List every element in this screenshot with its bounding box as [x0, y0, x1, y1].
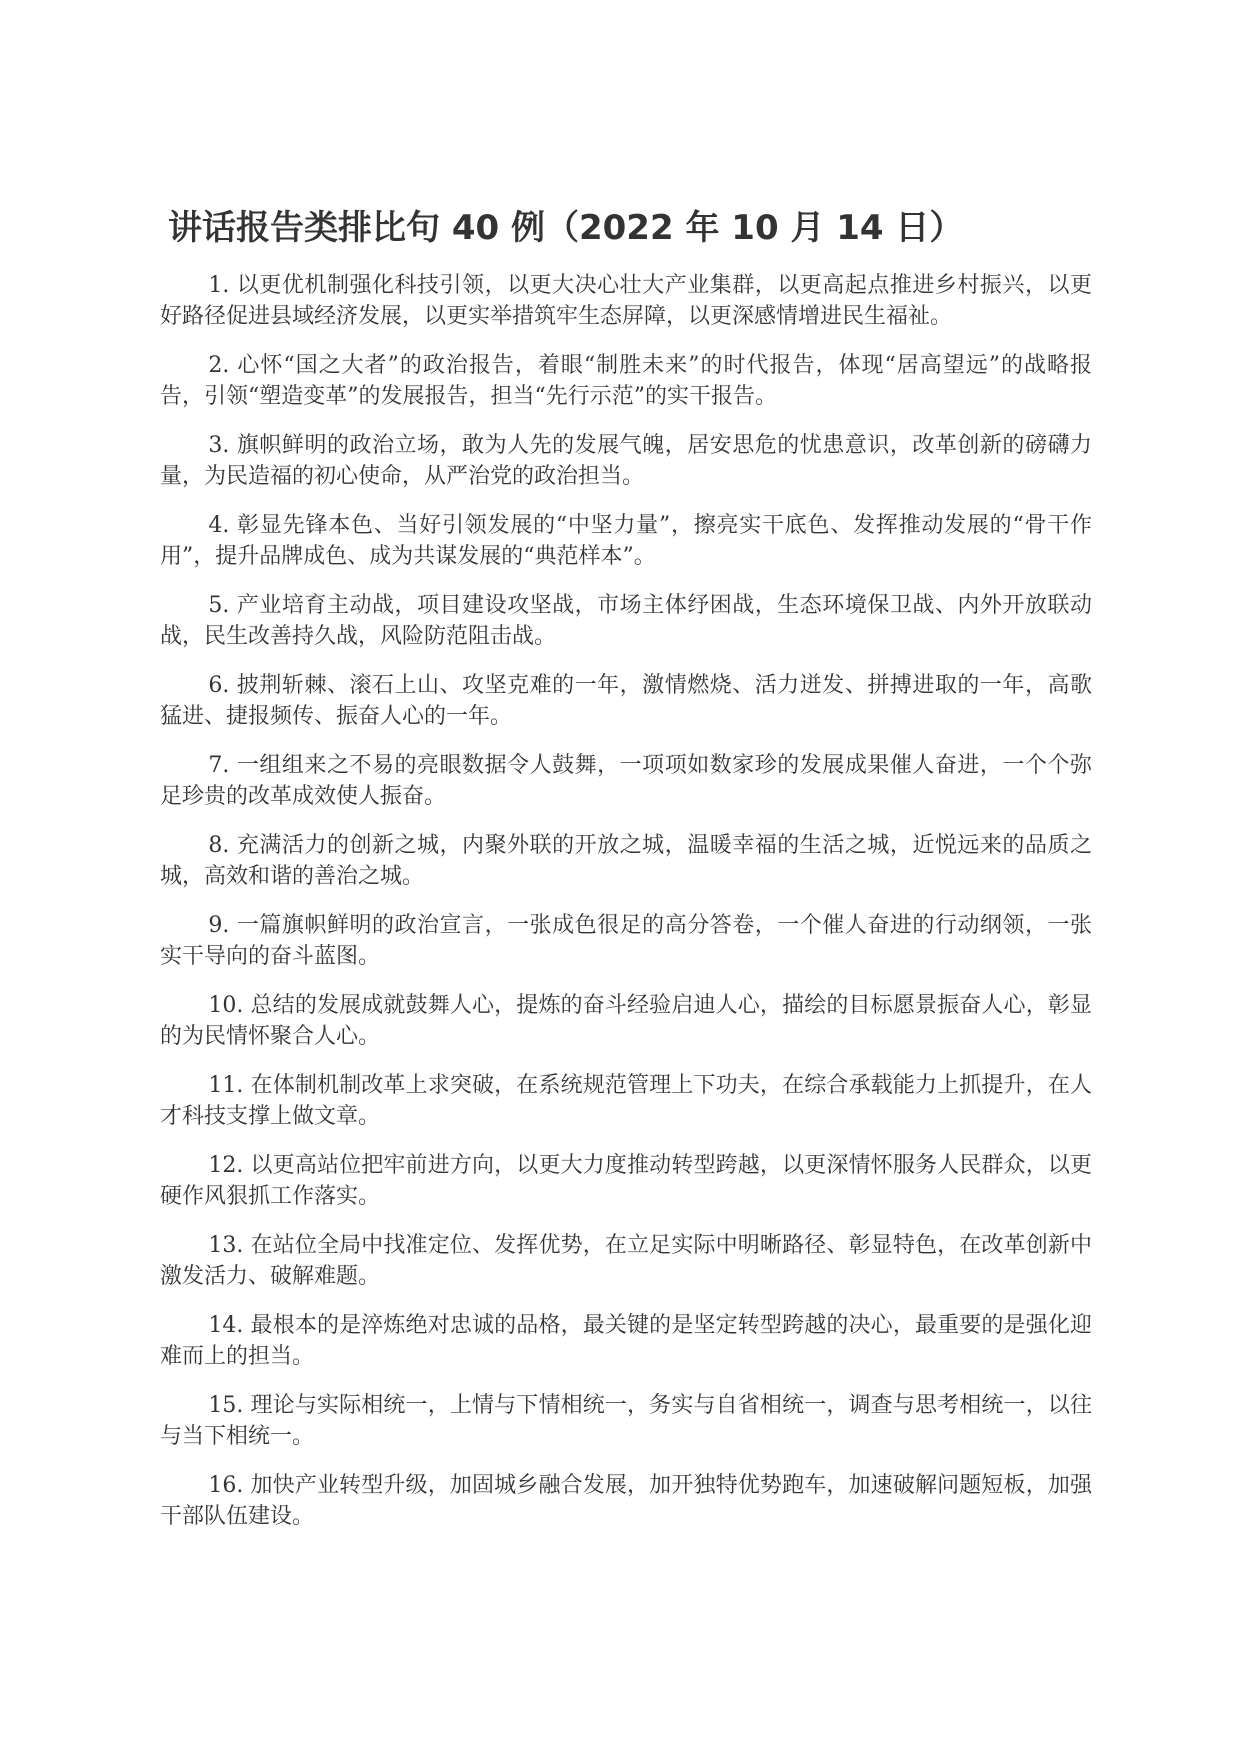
paragraph-1: 1. 以更优机制强化科技引领，以更大决心壮大产业集群，以更高起点推进乡村振兴，以更好路径促进县域经济发展，以更实举措筑牢生态屏障，以更深感情增进民生福祉。: [160, 273, 1092, 329]
paragraph-4: 4. 彰显先锋本色、当好引领发展的“中坚力量”，擦亮实干底色、发挥推动发展的“骨干作用”，提升品牌成色、成为共谋发展的“典范样本”。: [160, 513, 1092, 569]
paragraph-5: 5. 产业培育主动战，项目建设攻坚战，市场主体纾困战，生态环境保卫战、内外开放联动战，民生改善持久战，风险防范阻击战。: [160, 593, 1092, 649]
document-body: [160, 270, 1092, 1550]
document-title: 讲话报告类排比句 40 例（2022 年 10 月 14 日）: [168, 208, 964, 248]
paragraph-8: 8. 充满活力的创新之城，内聚外联的开放之城，温暖幸福的生活之城，近悦远来的品质之城，高效和谐的善治之城。: [160, 833, 1092, 889]
paragraph-11: 11. 在体制机制改革上求突破，在系统规范管理上下功夫，在综合承载能力上抓提升，在人才科技支撑上做文章。: [160, 1073, 1092, 1129]
paragraph-10: 10. 总结的发展成就鼓舞人心，提炼的奋斗经验启迪人心，描绘的目标愿景振奋人心，彰显的为民情怀聚合人心。: [160, 993, 1092, 1049]
paragraph-2: 2. 心怀“国之大者”的政治报告，着眼“制胜未来”的时代报告，体现“居高望远”的战略报告，引领“塑造变革”的发展报告，担当“先行示范”的实干报告。: [160, 353, 1092, 409]
paragraph-3: 3. 旗帜鲜明的政治立场，敢为人先的发展气魄，居安思危的忧患意识，改革创新的磅礴力量，为民造福的初心使命，从严治党的政治担当。: [160, 433, 1092, 489]
paragraph-9: 9. 一篇旗帜鲜明的政治宣言，一张成色很足的高分答卷，一个催人奋进的行动纲领，一张实干导向的奋斗蓝图。: [160, 913, 1092, 969]
paragraph-12: 12. 以更高站位把牢前进方向，以更大力度推动转型跨越，以更深情怀服务人民群众，以更硬作风狠抓工作落实。: [160, 1153, 1092, 1209]
paragraph-7: 7. 一组组来之不易的亮眼数据令人鼓舞，一项项如数家珍的发展成果催人奋进，一个个弥足珍贵的改革成效使人振奋。: [160, 753, 1092, 809]
paragraph-13: 13. 在站位全局中找准定位、发挥优势，在立足实际中明晰路径、彰显特色，在改革创新中激发活力、破解难题。: [160, 1233, 1092, 1289]
paragraph-6: 6. 披荆斩棘、滚石上山、攻坚克难的一年，激情燃烧、活力迸发、拼搏进取的一年，高歌猛进、捷报频传、振奋人心的一年。: [160, 673, 1092, 729]
paragraph-14: 14. 最根本的是淬炼绝对忠诚的品格，最关键的是坚定转型跨越的决心，最重要的是强化迎难而上的担当。: [160, 1313, 1092, 1369]
paragraph-15: 15. 理论与实际相统一，上情与下情相统一，务实与自省相统一，调查与思考相统一，以往与当下相统一。: [160, 1393, 1092, 1449]
paragraph-16: 16. 加快产业转型升级，加固城乡融合发展，加开独特优势跑车，加速破解问题短板，加强干部队伍建设。: [160, 1473, 1092, 1529]
